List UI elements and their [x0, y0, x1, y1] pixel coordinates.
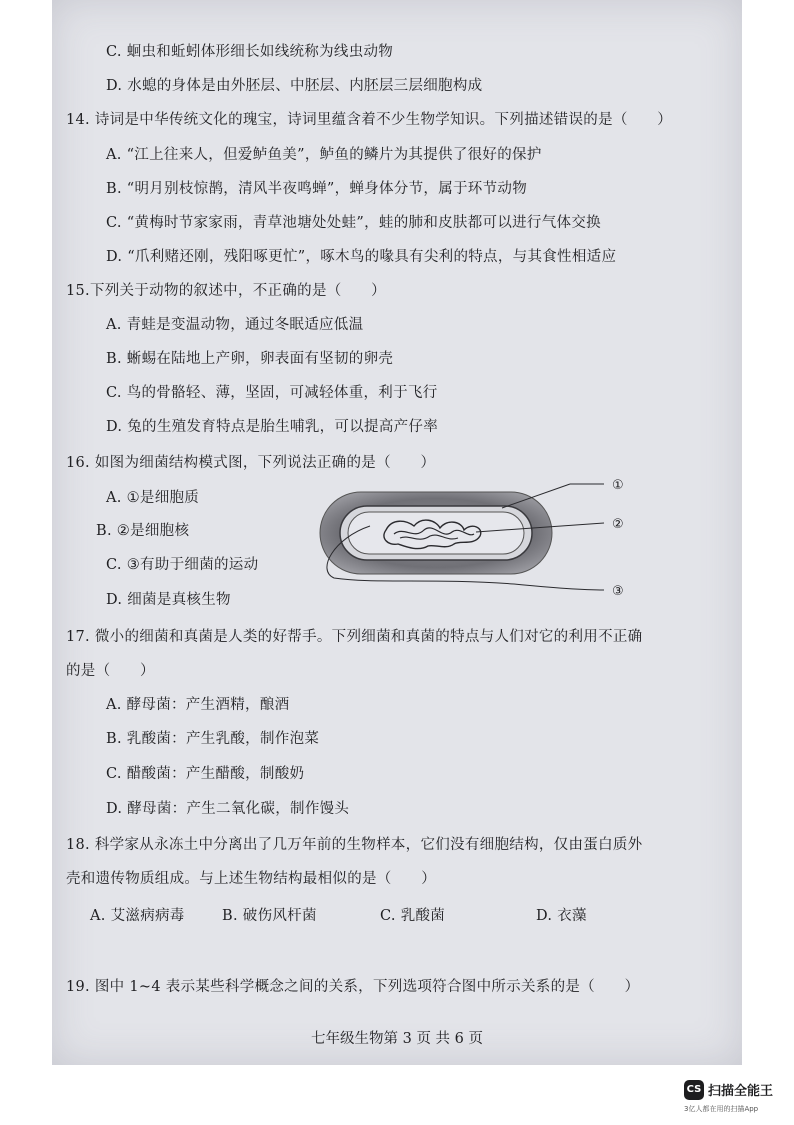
- q17-option-b: B. 乳酸菌：产生乳酸，制作泡菜: [106, 731, 320, 747]
- q15-option-c: C. 鸟的骨骼轻、薄，坚固，可减轻体重，利于飞行: [106, 385, 438, 401]
- q18-option-d: D. 衣藻: [536, 908, 587, 924]
- q14-option-c: C. “黄梅时节家家雨，青草池塘处处蛙”，蛙的肺和皮肤都可以进行气体交换: [106, 215, 601, 231]
- bacteria-structure-diagram: [314, 474, 644, 608]
- label-2: ②: [612, 517, 624, 532]
- q16-option-b: B. ②是细胞核: [96, 523, 190, 539]
- watermark-tagline: 3亿人都在用的扫描App: [684, 1105, 759, 1113]
- q15-option-a: A. 青蛙是变温动物，通过冬眠适应低温: [106, 317, 364, 333]
- q16-option-a: A. ①是细胞质: [106, 490, 200, 506]
- q16-option-c: C. ③有助于细菌的运动: [106, 557, 259, 573]
- q18-option-c: C. 乳酸菌: [380, 908, 446, 924]
- q16-option-d: D. 细菌是真核生物: [106, 592, 231, 608]
- q13-option-c: C. 蛔虫和蚯蚓体形细长如线统称为线虫动物: [106, 44, 394, 60]
- q17-option-a: A. 酵母菌：产生酒精，酿酒: [106, 697, 290, 713]
- q17-option-d: D. 酵母菌：产生二氧化碳，制作馒头: [106, 801, 350, 817]
- question-16: 16. 如图为细菌结构模式图，下列说法正确的是（ ）: [66, 455, 436, 471]
- q13-option-d: D. 水螅的身体是由外胚层、中胚层、内胚层三层细胞构成: [106, 78, 483, 94]
- q18-option-b: B. 破伤风杆菌: [222, 908, 317, 924]
- page-footer: 七年级生物第 3 页 共 6 页: [311, 1031, 483, 1047]
- q15-option-d: D. 兔的生殖发育特点是胎生哺乳，可以提高产仔率: [106, 419, 439, 435]
- question-14: 14. 诗词是中华传统文化的瑰宝，诗词里蕴含着不少生物学知识。下列描述错误的是（ ）: [66, 112, 673, 128]
- cell-membrane: [348, 512, 524, 554]
- question-18-line-1: 18. 科学家从永冻土中分离出了几万年前的生物样本，它们没有细胞结构，仅由蛋白质外: [66, 837, 643, 853]
- label-3: ③: [612, 584, 624, 599]
- q18-option-a: A. 艾滋病病毒: [90, 908, 185, 924]
- scanner-app-watermark: [684, 1078, 794, 1118]
- question-18-line-2: 壳和遗传物质组成。与上述生物结构最相似的是（ ）: [66, 871, 436, 887]
- question-17-line-2: 的是（ ）: [66, 663, 155, 679]
- question-19: 19. 图中 1~4 表示某些科学概念之间的关系，下列选项符合图中所示关系的是（ ）: [66, 979, 640, 995]
- question-15: 15.下列关于动物的叙述中，不正确的是（ ）: [66, 283, 386, 299]
- q17-option-c: C. 醋酸菌：产生醋酸，制酸奶: [106, 766, 305, 782]
- question-17-line-1: 17. 微小的细菌和真菌是人类的好帮手。下列细菌和真菌的特点与人们对它的利用不正确: [66, 629, 643, 645]
- label-1: ①: [612, 478, 624, 493]
- camscanner-logo-icon: CS: [684, 1080, 704, 1100]
- q14-option-b: B. “明月别枝惊鹊，清风半夜鸣蝉”，蝉身体分节，属于环节动物: [106, 181, 527, 197]
- watermark-app-name: 扫描全能王: [708, 1084, 774, 1099]
- exam-page: [52, 0, 742, 1065]
- q15-option-b: B. 蜥蜴在陆地上产卵，卵表面有坚韧的卵壳: [106, 351, 394, 367]
- q14-option-d: D. “爪利赌还刚，残阳啄更忙”，啄木鸟的喙具有尖利的特点，与其食性相适应: [106, 249, 617, 265]
- q14-option-a: A. “江上往来人，但爱鲈鱼美”，鲈鱼的鳞片为其提供了很好的保护: [106, 147, 542, 163]
